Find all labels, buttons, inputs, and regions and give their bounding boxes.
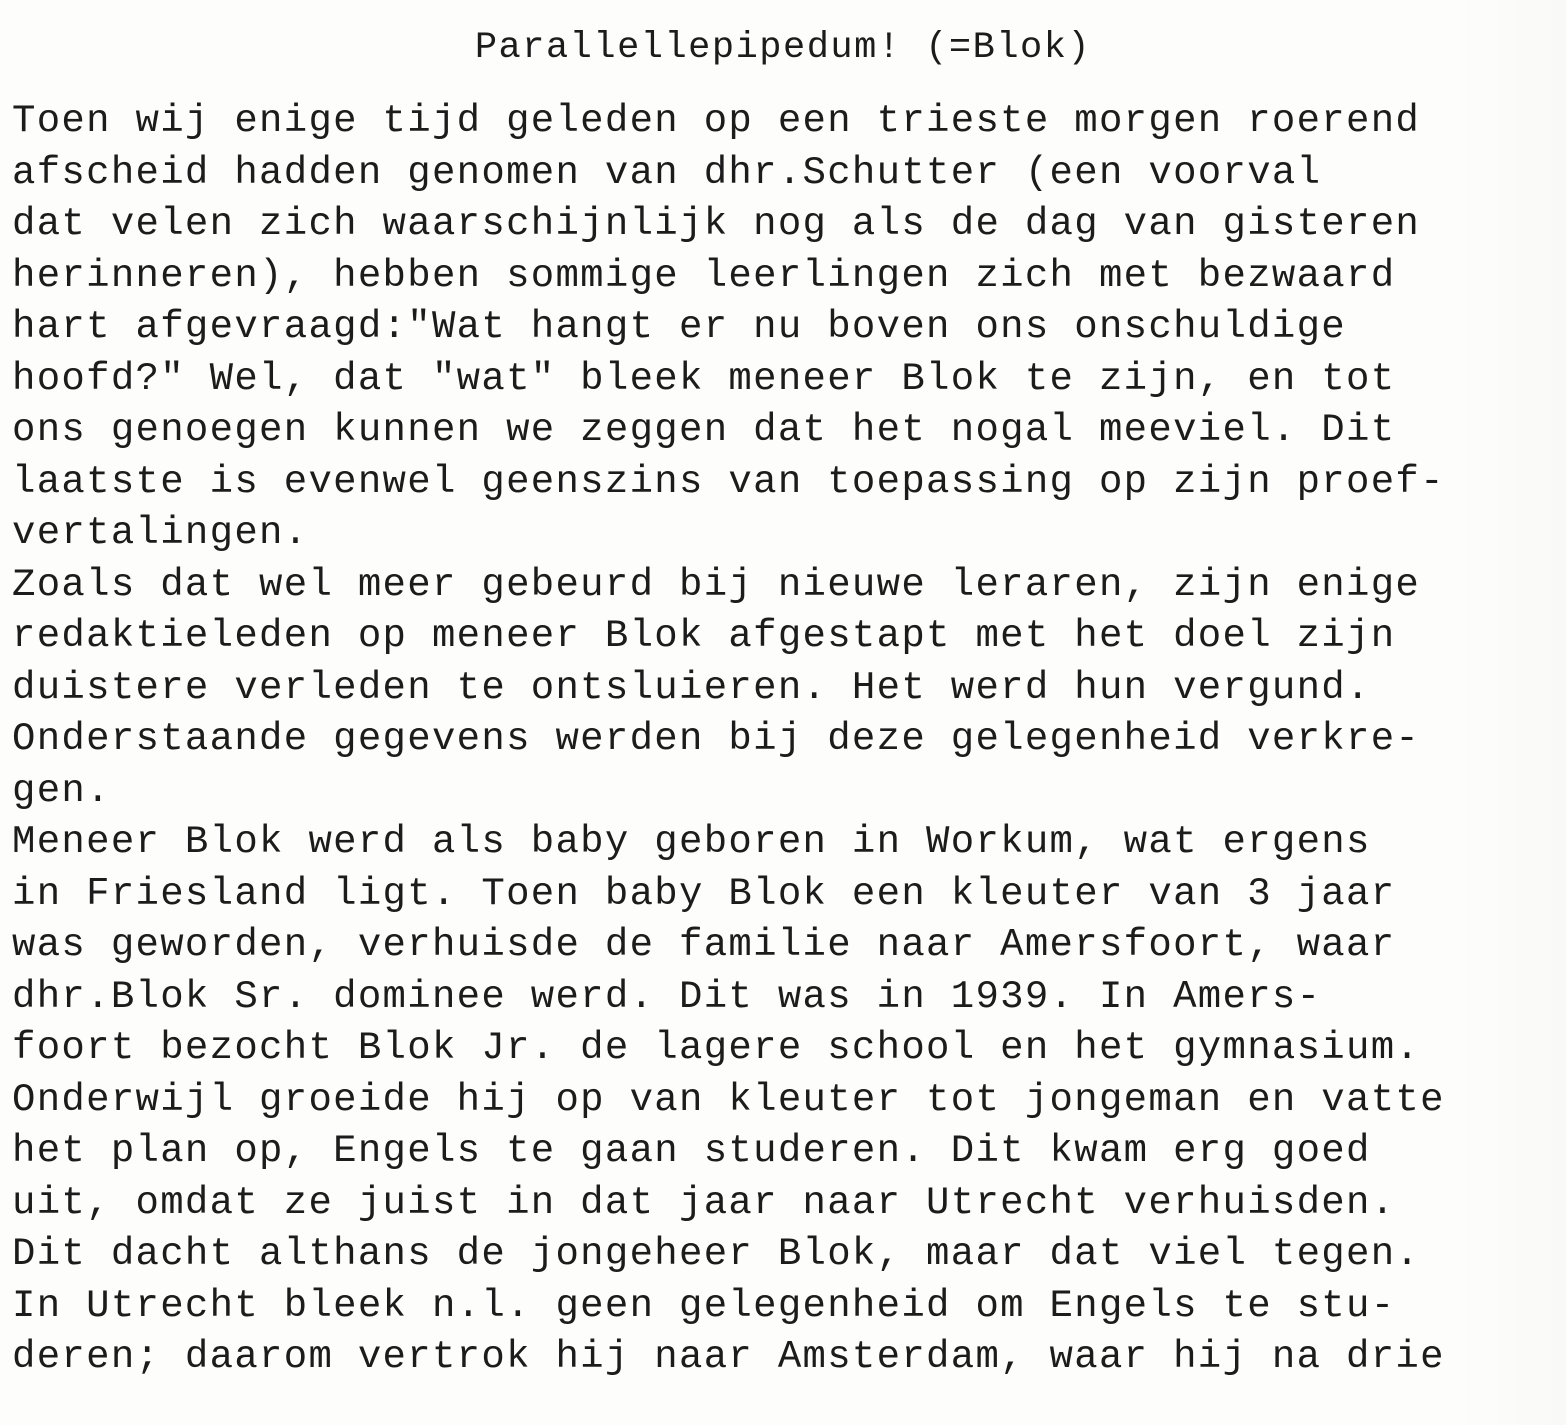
article-body	[12, 96, 1542, 1384]
text-line: vertalingen.	[12, 511, 309, 555]
text-line: duistere verleden te ontsluieren. Het werd hun vergund.	[12, 665, 1371, 710]
text-line: redaktieleden op meneer Blok afgestapt met het doel zijn	[12, 614, 1396, 658]
text-line: dhr.Blok Sr. dominee werd. Dit was in 1939. In Amers-	[12, 974, 1322, 1019]
text-line: Dit dacht althans de jongeheer Blok, maar dat viel tegen.	[12, 1232, 1421, 1276]
text-line: in Friesland ligt. Toen baby Blok een kleuter van 3 jaar	[12, 871, 1396, 916]
text-line: herinneren), hebben sommige leerlingen zich met bezwaard	[12, 253, 1396, 298]
text-line: In Utrecht bleek n.l. geen gelegenheid om Engels te stu-	[12, 1283, 1396, 1328]
text-line: het plan op, Engels te gaan studeren. Dit kwam erg goed	[12, 1129, 1371, 1173]
text-line: deren; daarom vertrok hij naar Amsterdam, waar hij na drie	[12, 1335, 1445, 1379]
text-line: gen.	[12, 768, 111, 813]
text-line: laatste is evenwel geenszins van toepassing op zijn proef-	[12, 459, 1445, 504]
text-line: hoofd?" Wel, dat "wat" bleek meneer Blok te zijn, en tot	[12, 356, 1396, 401]
text-line: afscheid hadden genomen van dhr.Schutter (een voorval	[12, 150, 1322, 195]
text-line: ons genoegen kunnen we zeggen dat het nogal meeviel. Dit	[12, 408, 1396, 452]
text-line: uit, omdat ze juist in dat jaar naar Utrecht verhuisden.	[12, 1180, 1396, 1225]
text-line: Onderstaande gegevens werden bij deze gelegenheid verkre-	[12, 717, 1421, 761]
text-line: Onderwijl groeide hij op van kleuter tot jongeman en vatte	[12, 1077, 1445, 1122]
text-line: Toen wij enige tijd geleden op een trieste morgen roerend	[12, 99, 1421, 143]
text-line: dat velen zich waarschijnlijk nog als de dag van gisteren	[12, 202, 1421, 246]
text-line: was geworden, verhuisde de familie naar Amersfoort, waar	[12, 923, 1396, 967]
article-title: Parallellepipedum! (=Blok)	[474, 27, 1092, 69]
text-line: Zoals dat wel meer gebeurd bij nieuwe leraren, zijn enige	[12, 562, 1421, 607]
text-line: foort bezocht Blok Jr. de lagere school en het gymnasium.	[12, 1026, 1421, 1070]
text-line: Meneer Blok werd als baby geboren in Workum, wat ergens	[12, 820, 1371, 864]
text-line: hart afgevraagd:"Wat hangt er nu boven ons onschuldige	[12, 305, 1347, 349]
